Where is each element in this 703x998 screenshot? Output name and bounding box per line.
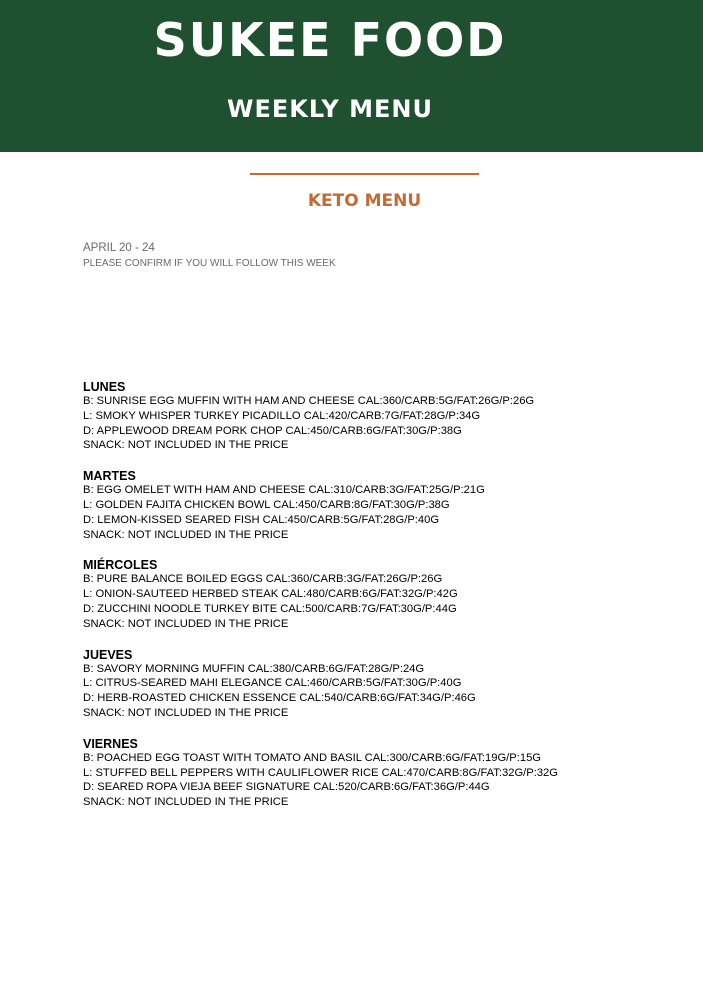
lunch-item: L: STUFFED BELL PEPPERS WITH CAULIFLOWER RICE CAL:470/CARB:8G/FAT:32G/P:32G bbox=[83, 766, 558, 779]
day-section-miercoles bbox=[83, 558, 683, 631]
brand-title: SUKEE FOOD bbox=[153, 13, 507, 67]
snack-item: SNACK: NOT INCLUDED IN THE PRICE bbox=[83, 706, 289, 719]
day-section-lunes bbox=[83, 380, 683, 453]
day-name: MIÉRCOLES bbox=[83, 558, 158, 573]
day-section-martes bbox=[83, 469, 683, 542]
days-list bbox=[83, 380, 683, 826]
title-divider bbox=[250, 173, 479, 175]
week-dates: APRIL 20 - 24 bbox=[83, 242, 155, 254]
dinner-item: D: APPLEWOOD DREAM PORK CHOP CAL:450/CARB:6G/FAT:30G/P:38G bbox=[83, 424, 462, 437]
lunch-item: L: CITRUS-SEARED MAHI ELEGANCE CAL:460/CARB:5G/FAT:30G/P:40G bbox=[83, 677, 462, 690]
day-name: JUEVES bbox=[83, 647, 133, 662]
day-name: MARTES bbox=[83, 469, 136, 484]
day-section-viernes bbox=[83, 737, 683, 810]
dinner-item: D: LEMON-KISSED SEARED FISH CAL:450/CARB:5G/FAT:28G/P:40G bbox=[83, 513, 440, 526]
breakfast-item: B: PURE BALANCE BOILED EGGS CAL:360/CARB:3G/FAT:26G/P:26G bbox=[83, 573, 443, 586]
dinner-item: D: HERB-ROASTED CHICKEN ESSENCE CAL:540/CARB:6G/FAT:34G/P:46G bbox=[83, 692, 476, 705]
dinner-item: D: ZUCCHINI NOODLE TURKEY BITE CAL:500/CARB:7G/FAT:30G/P:44G bbox=[83, 602, 457, 615]
header-banner bbox=[0, 0, 703, 152]
snack-item: SNACK: NOT INCLUDED IN THE PRICE bbox=[83, 528, 289, 541]
day-section-jueves bbox=[83, 648, 683, 721]
breakfast-item: B: SAVORY MORNING MUFFIN CAL:380/CARB:6G/FAT:28G/P:24G bbox=[83, 662, 425, 675]
snack-item: SNACK: NOT INCLUDED IN THE PRICE bbox=[83, 439, 289, 452]
breakfast-item: B: POACHED EGG TOAST WITH TOMATO AND BASIL CAL:300/CARB:6G/FAT:19G/P:15G bbox=[83, 751, 541, 764]
weekly-menu-subtitle: WEEKLY MENU bbox=[227, 95, 433, 123]
confirm-note: PLEASE CONFIRM IF YOU WILL FOLLOW THIS WEEK bbox=[83, 258, 336, 269]
lunch-item: L: SMOKY WHISPER TURKEY PICADILLO CAL:420/CARB:7G/FAT:28G/P:34G bbox=[83, 409, 481, 422]
snack-item: SNACK: NOT INCLUDED IN THE PRICE bbox=[83, 796, 289, 809]
day-name: VIERNES bbox=[83, 736, 138, 751]
breakfast-item: B: SUNRISE EGG MUFFIN WITH HAM AND CHEESE CAL:360/CARB:5G/FAT:26G/P:26G bbox=[83, 395, 535, 407]
snack-item: SNACK: NOT INCLUDED IN THE PRICE bbox=[83, 617, 289, 630]
dinner-item: D: SEARED ROPA VIEJA BEEF SIGNATURE CAL:520/CARB:6G/FAT:36G/P:44G bbox=[83, 781, 490, 794]
menu-title: KETO MENU bbox=[307, 191, 422, 211]
lunch-item: L: ONION-SAUTEED HERBED STEAK CAL:480/CARB:6G/FAT:32G/P:42G bbox=[83, 588, 458, 601]
lunch-item: L: GOLDEN FAJITA CHICKEN BOWL CAL:450/CARB:8G/FAT:30G/P:38G bbox=[83, 498, 450, 511]
breakfast-item: B: EGG OMELET WITH HAM AND CHEESE CAL:310/CARB:3G/FAT:25G/P:21G bbox=[83, 484, 485, 497]
day-name: LUNES bbox=[83, 380, 126, 394]
